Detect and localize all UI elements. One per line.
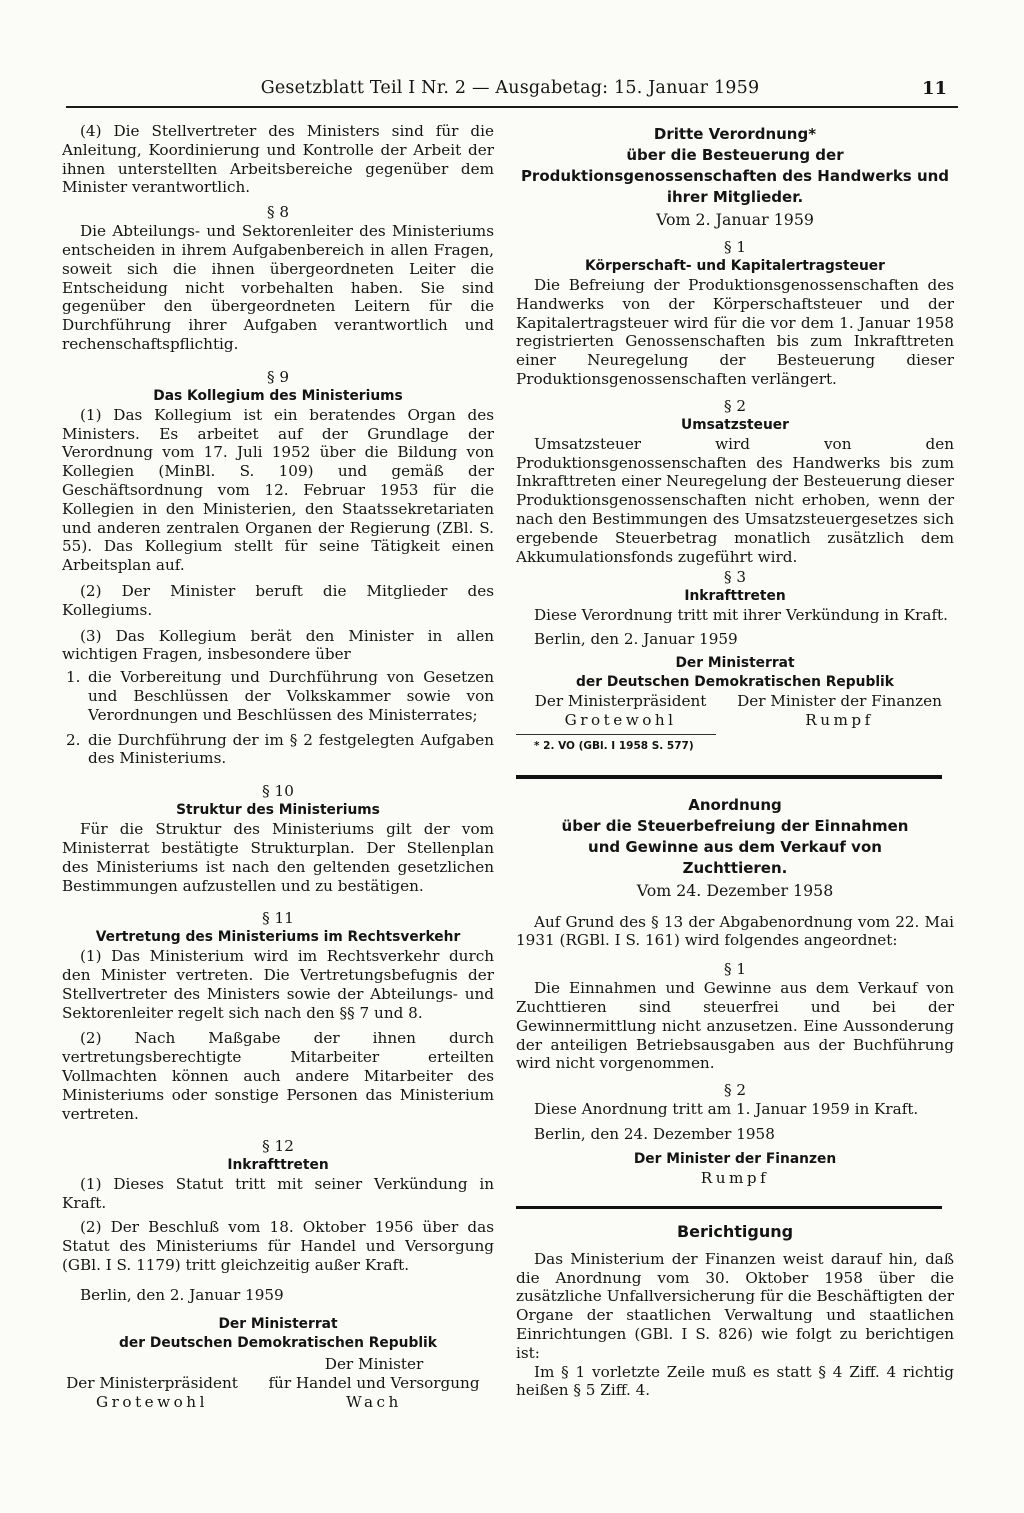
doc1-signature-right-name: Rumpf: [805, 710, 874, 729]
doc2-place-date: Berlin, den 24. Dezember 1958: [534, 1124, 775, 1143]
doc2-intro: Auf Grund des § 13 der Abgabenordnung vom 22. Mai 1931 (RGBl. I S. 161) wird folgendes angeordnet:: [516, 912, 954, 950]
section-9-number: § 9: [266, 367, 290, 386]
doc1-date: Vom 2. Januar 1959: [656, 210, 814, 229]
section-9-heading: Das Kollegium des Ministeriums: [153, 387, 403, 404]
doc1-section-3-heading: Inkrafttreten: [684, 588, 786, 605]
doc1-signature-left-name: Grotewohl: [564, 710, 677, 729]
left-column: [62, 122, 494, 1412]
doc1-section-3-number: § 3: [723, 568, 747, 587]
doc2-section-2-text: Diese Anordnung tritt am 1. Januar 1959 in Kraft.: [534, 1100, 919, 1119]
doc1-section-2-text: Umsatzsteuer wird von den Produktionsgenossenschaften des Handwerks bis zum Inkrafttreten einer Neuregelung der Besteuerung dieser Produktionsgenossenschaften nicht erhoben, wenn der nach den Bestimmungen des Umsatzsteuergesetzes sich ergebende Steuerbetrag monatlich zusätzlich dem Akkumulationsfonds zugeführt wird.: [516, 434, 954, 566]
section-8-number: § 8: [266, 203, 290, 222]
section-11-number: § 11: [262, 909, 294, 928]
list-item-number: 1.: [66, 668, 81, 687]
doc2-section-1-number: § 1: [723, 960, 747, 979]
list-item-text: die Durchführung der im § 2 festgelegten Aufgaben des Ministeriums.: [88, 730, 494, 768]
doc1-footnote: * 2. VO (GBl. I 1958 S. 577): [534, 739, 694, 752]
doc1-section-3-text: Diese Verordnung tritt mit ihrer Verkündung in Kraft.: [534, 606, 948, 625]
section-9-para-3: (3) Das Kollegium berät den Minister in allen wichtigen Fragen, insbesondere über: [62, 626, 494, 664]
doc1-signature-left-title: Der Ministerpräsident: [534, 691, 707, 710]
doc1-section-2-heading: Umsatzsteuer: [681, 416, 789, 433]
section-12-para-2: (2) Der Beschluß vom 18. Oktober 1956 über das Statut des Ministeriums für Handel und Versorgung (GBl. I S. 1179) tritt gleichzeitig außer Kraft.: [62, 1218, 494, 1274]
doc1-authority-line-1: Der Ministerrat: [675, 654, 795, 671]
list-item-text: die Vorbereitung und Durchführung von Gesetzen und Beschlüssen der Volkskammer sowie von Verordnungen und Beschlüssen des Ministerrates;: [88, 668, 494, 724]
doc1-place-date: Berlin, den 2. Januar 1959: [534, 630, 738, 649]
doc3-title: Berichtigung: [676, 1221, 794, 1241]
section-11-para-2: (2) Nach Maßgabe der ihnen durch vertretungsberechtigte Mitarbeiter erteilten Vollmachten können auch andere Mitarbeiter des Ministeriums oder sonstige Personen das Ministerium vertreten.: [62, 1029, 494, 1123]
section-9-para-2: (2) Der Minister beruft die Mitglieder des Kollegiums.: [62, 581, 494, 619]
doc2-authority: Der Minister der Finanzen: [633, 1150, 837, 1167]
doc2-date: Vom 24. Dezember 1958: [636, 880, 834, 900]
section-12-para-1: (1) Dieses Statut tritt mit seiner Verkündung in Kraft.: [62, 1175, 494, 1213]
authority-line-2: der Deutschen Demokratischen Republik: [119, 1335, 437, 1352]
signature-right-title-2: für Handel und Versorgung: [268, 1374, 480, 1393]
signature-left-name: Grotewohl: [96, 1392, 208, 1411]
doc1-section-1-heading: Körperschaft- und Kapitalertragsteuer: [585, 258, 885, 274]
doc1-authority-line-2: der Deutschen Demokratischen Republik: [576, 673, 894, 690]
doc3-text: Das Ministerium der Finanzen weist darauf hin, daß die Anordnung vom 30. Oktober 1958 über die zusätzliche Unfallversicherung für die Beschäftigten der Organe der staatlichen Verwaltung und staatlichen Einrichtungen (GBl. I S. 826) wie folgt zu berichtigen ist:: [516, 1249, 954, 1362]
section-10-number: § 10: [262, 782, 294, 801]
section-divider: [516, 775, 942, 779]
page-header-title: Gesetzblatt Teil I Nr. 2 — Ausgabetag: 15. Januar 1959: [260, 78, 760, 98]
section-11-heading: Vertretung des Ministeriums im Rechtsverkehr: [95, 929, 461, 946]
doc1-section-1-number: § 1: [723, 238, 747, 256]
section-12-heading: Inkrafttreten: [227, 1157, 329, 1174]
doc1-section-2-number: § 2: [723, 396, 747, 415]
signature-left-title: Der Ministerpräsident: [66, 1374, 238, 1393]
doc2-signature-name: Rumpf: [700, 1168, 770, 1187]
doc1-title: Dritte Verordnung*: [653, 125, 817, 143]
doc2-title: Anordnung: [688, 795, 782, 814]
doc2-section-2-number: § 2: [723, 1081, 747, 1100]
signature-right-title-1: Der Minister: [324, 1355, 424, 1374]
section-10-text: Für die Struktur des Ministeriums gilt der vom Ministerrat bestätigte Strukturplan. Der Stellenplan des Ministeriums ist nach den geltenden gesetzlichen Bestimmungen aufzustellen und zu bestätigen.: [62, 820, 494, 895]
header-rule: [66, 106, 958, 108]
doc1-signature-block: [516, 692, 954, 730]
footnote-rule: [516, 734, 716, 735]
signature-right-name: Wach: [346, 1392, 402, 1411]
doc2-section-1-text: Die Einnahmen und Gewinne aus dem Verkauf von Zuchttieren sind steuerfrei und bei der Gewinnermittlung nicht anzusetzen. Eine Aussonderung der anteiligen Betriebsausgaben aus der Buchführung wird nicht vorgenommen.: [516, 979, 954, 1073]
paragraph-4: (4) Die Stellvertreter des Ministers sind für die Anleitung, Koordinierung und Kontrolle der Arbeit der ihnen unterstellten Arbeitsbereiche gegenüber dem Minister verantwortlich.: [62, 122, 494, 197]
section-10-heading: Struktur des Ministeriums: [176, 802, 380, 819]
doc2-subtitle: über die Steuerbefreiung der Einnahmen und Gewinne aus dem Verkauf von Zuchttieren.: [561, 816, 909, 877]
section-9-para-1: (1) Das Kollegium ist ein beratendes Organ des Ministers. Es arbeitet auf der Grundlage der Verordnung vom 17. Juli 1952 über die Bildung von Kollegien (MinBl. S. 109) und gemäß der Geschäftsordnung vom 12. Februar 1953 für die Kollegien in den Ministerien, den Staatssekretariaten und anderen zentralen Organen der Regierung (ZBl. S. 55). Das Kollegium stellt für seine Tätigkeit einen Arbeitsplan auf.: [62, 405, 494, 575]
section-11-para-1: (1) Das Ministerium wird im Rechtsverkehr durch den Minister vertreten. Die Vertretungsbefugnis der Stellvertreter des Ministers sowie der Abteilungs- und Sektorenleiter regelt sich nach den §§ 7 und 8.: [62, 947, 494, 1022]
doc1-subtitle: über die Besteuerung der Produktionsgenossenschaften des Handwerks und ihrer Mitglieder.: [520, 146, 950, 206]
section-8-text: Die Abteilungs- und Sektorenleiter des Ministeriums entscheiden in ihrem Aufgabenbereich in allen Fragen, soweit sich die ihnen übergeordneten Leiter die Entscheidung nicht vorbehalten haben. Sie sind gegenüber den übergeordneten Leitern für die Durchführung ihrer Aufgaben verantwortlich und rechenschaftspflichtig.: [62, 222, 494, 353]
authority-line-1: Der Ministerrat: [218, 1316, 338, 1333]
page-number: 11: [922, 78, 948, 99]
place-date: Berlin, den 2. Januar 1959: [80, 1286, 284, 1305]
list-item-number: 2.: [66, 730, 81, 749]
section-divider: [516, 1206, 942, 1209]
doc3-correction: Im § 1 vorletzte Zeile muß es statt § 4 Ziff. 4 richtig heißen § 5 Ziff. 4.: [516, 1362, 954, 1400]
doc1-section-1-text: Die Befreiung der Produktionsgenossenschaften des Handwerks von der Körperschaftsteuer und der Kapitalertragsteuer wird für die vor dem 1. Januar 1958 registrierten Genossenschaften bis zum Inkrafttreten einer Neuregelung der Besteuerung dieser Produktionsgenossenschaften verlängert.: [516, 276, 954, 388]
list-item: [62, 731, 494, 769]
doc1-signature-right-title: Der Minister der Finanzen: [737, 691, 942, 710]
signature-block: [62, 1355, 494, 1411]
list-item: [62, 668, 494, 724]
right-column: [516, 124, 954, 1400]
section-12-number: § 12: [262, 1137, 294, 1156]
